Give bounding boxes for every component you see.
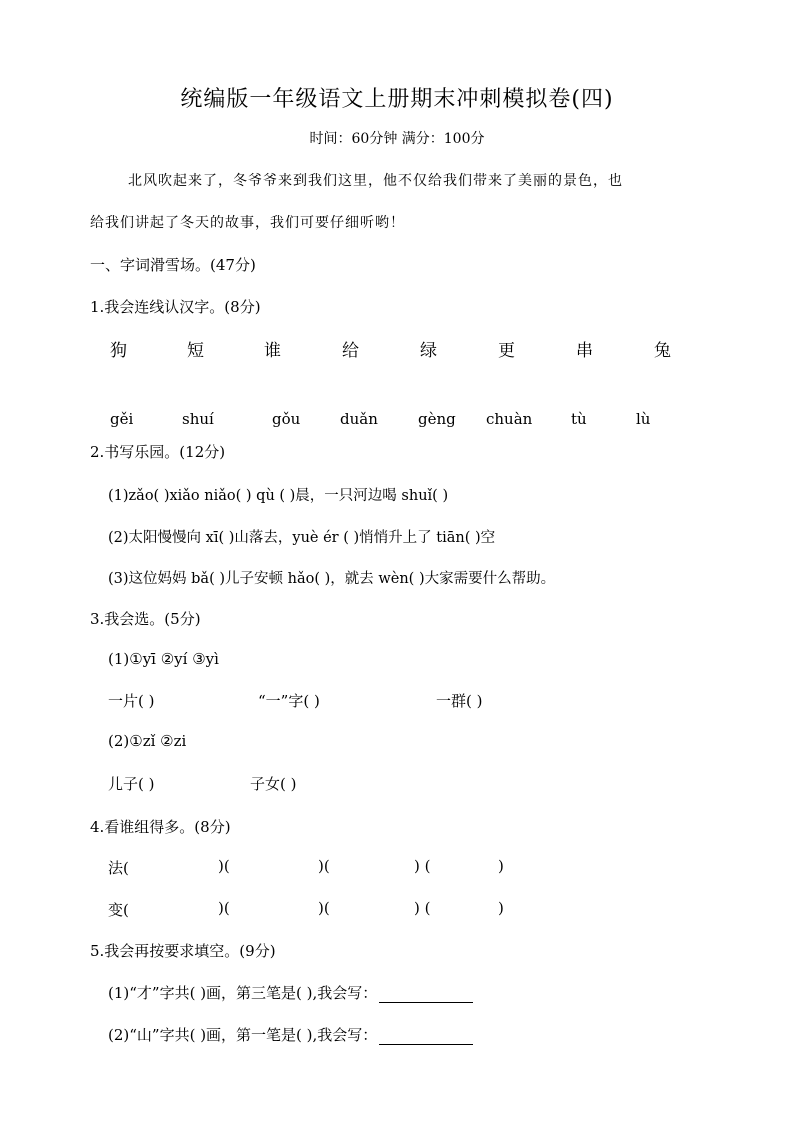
q1-char: 短	[187, 341, 204, 361]
q4-heading: 4.看谁组得多。(8分)	[90, 818, 231, 836]
q3-options-2: (2)①zǐ ②zi	[108, 732, 187, 750]
q4-cell: )(	[218, 899, 230, 917]
q1-pinyin: gǒu	[272, 410, 301, 428]
q5-heading: 5.我会再按要求填空。(9分)	[90, 942, 276, 960]
q4-cell: ) (	[414, 857, 431, 875]
q4-cell: 法(	[108, 859, 129, 877]
q5-line-1[interactable]	[108, 982, 473, 1003]
exam-time-score: 时间：60分钟 满分：100分	[309, 131, 485, 147]
q3-item[interactable]: 儿子( )	[108, 775, 155, 793]
q1-pinyin: lù	[636, 410, 651, 428]
q4-cell: )	[498, 857, 504, 875]
q1-char: 更	[498, 341, 515, 361]
q3-item[interactable]: “一”字( )	[258, 692, 320, 710]
q1-pinyin: gěi	[110, 410, 134, 428]
q2-heading: 2.书写乐园。(12分)	[90, 443, 226, 461]
q1-pinyin: duǎn	[340, 410, 378, 428]
q1-char: 串	[576, 341, 593, 361]
q5-line-2[interactable]	[108, 1024, 473, 1045]
q1-char: 狗	[110, 341, 127, 361]
intro-line-1: 北风吹起来了，冬爷爷来到我们这里，他不仅给我们带来了美丽的景色，也	[128, 173, 623, 189]
q2-line-1[interactable]: (1)zǎo( )xiǎo niǎo( ) qù ( )晨，一只河边喝 shuǐ( )	[108, 488, 449, 504]
q3-item[interactable]: 一片( )	[108, 692, 155, 710]
q4-cell: )(	[218, 857, 230, 875]
q3-item[interactable]: 一群( )	[436, 692, 483, 710]
q1-char: 谁	[264, 341, 281, 361]
q5-answer-line-2[interactable]	[379, 1030, 473, 1045]
q5-line-1-text: (1)“才”字共( )画，第三笔是( ),我会写：	[108, 984, 378, 1002]
q4-cell: )(	[318, 899, 330, 917]
q2-line-2[interactable]: (2)太阳慢慢向 xī( )山落去，yuè ér ( )悄悄升上了 tiān( )空	[108, 530, 496, 546]
intro-line-2: 给我们讲起了冬天的故事，我们可要仔细听哟！	[90, 215, 405, 231]
q1-char: 给	[342, 341, 359, 361]
q1-heading: 1.我会连线认汉字。(8分)	[90, 298, 261, 316]
q4-cell: ) (	[414, 899, 431, 917]
q1-pinyin: tù	[571, 410, 587, 428]
q5-answer-line-1[interactable]	[379, 988, 473, 1003]
q3-item[interactable]: 子女( )	[250, 775, 297, 793]
q1-char: 绿	[420, 341, 437, 361]
page-title: 统编版一年级语文上册期末冲刺模拟卷(四)	[180, 87, 614, 112]
q1-char: 兔	[654, 341, 671, 361]
q1-pinyin: gèng	[418, 410, 456, 428]
q3-options-1: (1)①yī ②yí ③yì	[108, 650, 219, 668]
q4-cell: )	[498, 899, 504, 917]
q1-pinyin: shuí	[182, 410, 214, 428]
q4-cell: 变(	[108, 901, 129, 919]
q5-line-2-text: (2)“山”字共( )画，第一笔是( ),我会写：	[108, 1026, 378, 1044]
q2-line-3[interactable]: (3)这位妈妈 bǎ( )儿子安顿 hǎo( )，就去 wèn( )大家需要什么帮助。	[108, 571, 556, 587]
q1-pinyin: chuàn	[486, 410, 533, 428]
q3-heading: 3.我会选。(5分)	[90, 610, 201, 628]
section-1-heading: 一、字词滑雪场。(47分)	[90, 256, 256, 274]
q4-cell: )(	[318, 857, 330, 875]
